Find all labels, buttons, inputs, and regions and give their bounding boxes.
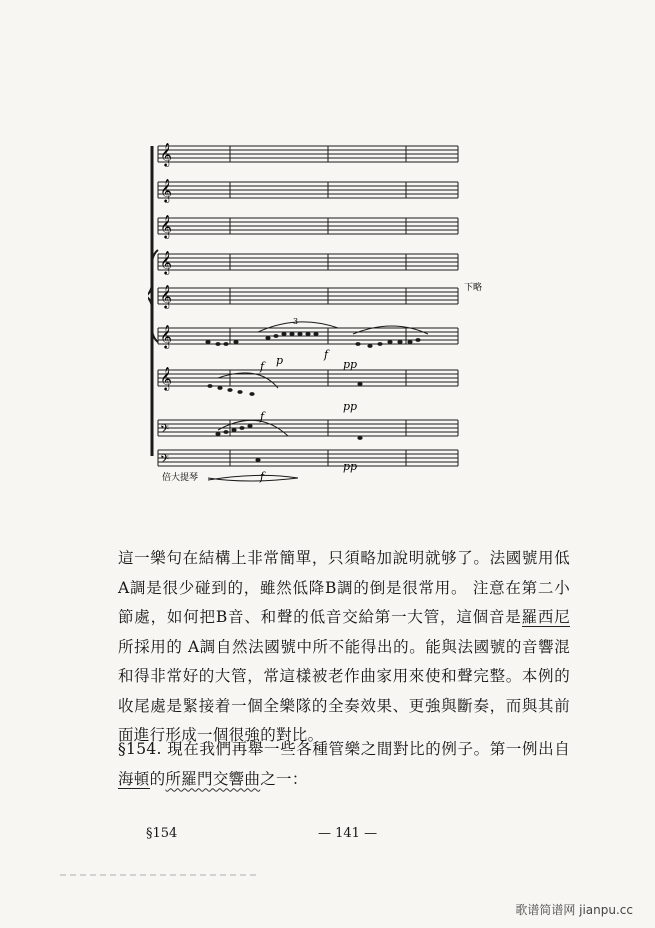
note-head	[227, 388, 232, 392]
paragraph-2-end: 之一：	[260, 769, 308, 788]
note-head	[397, 340, 402, 344]
note-head	[247, 424, 252, 428]
treble-clef-icon: 𝄞	[160, 214, 172, 238]
note-head	[237, 390, 242, 394]
watermark: 歌谱简谱网 jianpu.cc	[515, 903, 633, 917]
paragraph-1-text-a: 這一樂句在結構上非常簡單，只須略加說明就够了。法國號用低A調是很少碰到的，雖然低降B調的倒是很常用。 注意在第二小節處，如何把B音、和聲的低音交給第一大管，這個音是	[118, 549, 570, 626]
name-haydn: 海頓	[118, 769, 150, 788]
dynamic-pp-3: pp	[343, 460, 358, 473]
dynamic-p: p	[276, 354, 284, 367]
note-head	[377, 342, 382, 346]
treble-clef-icon: 𝄞	[160, 250, 172, 274]
treble-clef-icon: 𝄞	[160, 366, 172, 390]
treble-clef-icon: 𝄞	[160, 324, 172, 348]
treble-clef-icon: 𝄞	[160, 142, 172, 166]
note-head	[249, 392, 254, 396]
paragraph-2-middle: 的	[149, 769, 166, 788]
note-head	[217, 386, 222, 390]
note-head	[289, 332, 294, 336]
note-head	[313, 332, 318, 336]
note-head	[215, 432, 220, 436]
dynamic-f-1: f	[260, 360, 265, 373]
treble-clef-icon: 𝄞	[160, 178, 172, 202]
note-figures	[208, 322, 428, 481]
paragraph-2-lead: §154. 現在我們再舉一些各種管樂之間對比的例子。第一例出自	[118, 740, 570, 758]
note-head	[223, 342, 228, 346]
treble-clef-icon: 𝄞	[160, 284, 172, 308]
note-head	[387, 340, 392, 344]
note-head	[207, 384, 212, 388]
note-head	[223, 430, 228, 434]
dynamic-f-3: f	[260, 410, 265, 423]
note-head	[297, 332, 302, 336]
work-title: 所羅門交響曲	[165, 769, 261, 788]
paragraph-2	[118, 735, 570, 794]
paragraph-1-text-b: 所採用的 A調自然法國號中所不能得出的。能與法國號的音響混和得非常好的大管，常這樣被老作曲家用來使和聲完整。本例的收尾處是緊接着一個全樂隊的全奏效果、更強與斷奏，而與其前面進行形成一個很強的對比。	[118, 637, 570, 744]
tuplet-3: 3	[293, 317, 299, 326]
dynamic-f-2: f	[324, 348, 329, 361]
bass-clef-icon: 𝄢	[160, 453, 170, 469]
note-heads	[205, 332, 420, 462]
footer-section-mark: §154	[146, 826, 178, 841]
bass-instrument-label: 倍大提琴	[162, 473, 199, 483]
dynamic-pp-2: pp	[343, 400, 358, 413]
note-head	[355, 342, 360, 346]
note-head	[239, 426, 244, 430]
name-rossini: 羅西尼	[521, 608, 570, 626]
scan-artifact	[60, 874, 260, 876]
note-head	[265, 336, 270, 340]
note-head	[357, 436, 362, 440]
paragraph-1	[118, 544, 570, 751]
note-head	[215, 342, 220, 346]
right-label: 下略	[464, 283, 483, 293]
dynamic-f-4: f	[260, 470, 265, 483]
note-head	[415, 338, 420, 342]
dynamic-pp-1: pp	[343, 358, 358, 371]
music-score	[148, 138, 508, 488]
note-head	[205, 340, 210, 344]
footer-page-number: — 141 —	[318, 826, 378, 841]
staff-lines	[158, 146, 458, 466]
bass-clef-icon: 𝄢	[160, 423, 170, 439]
note-head	[273, 334, 278, 338]
note-head	[367, 344, 372, 348]
note-head	[255, 458, 260, 462]
note-head	[233, 340, 238, 344]
note-head	[281, 332, 286, 336]
note-head	[357, 382, 362, 386]
note-head	[305, 332, 310, 336]
note-head	[231, 428, 236, 432]
note-head	[407, 340, 412, 344]
